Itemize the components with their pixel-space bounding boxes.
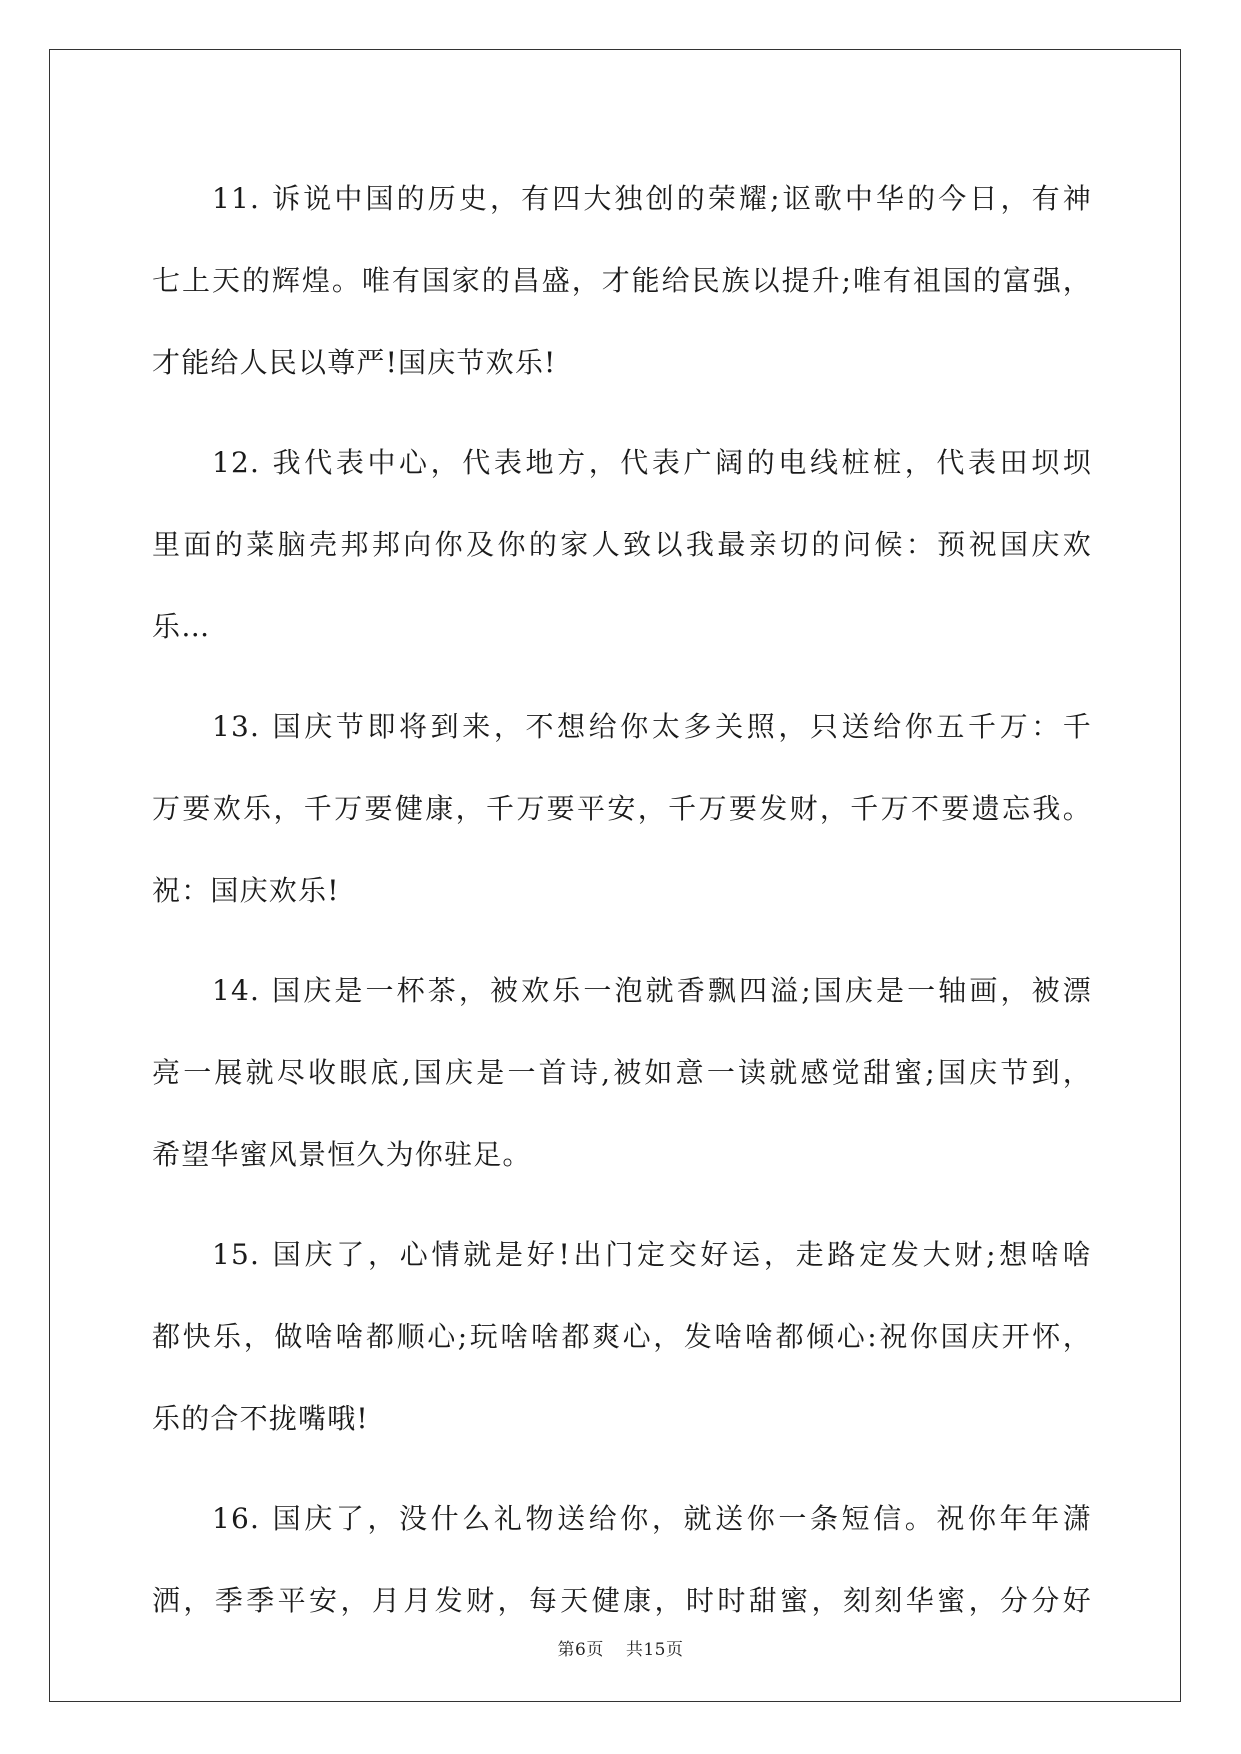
text-line: 14. 国庆是一杯茶，被欢乐一泡就香飘四溢;国庆是一轴画，被漂: [212, 974, 1092, 1007]
text-line: 15. 国庆了，心情就是好!出门定交好运，走路定发大财;想啥啥: [212, 1238, 1092, 1271]
text-line: 16. 国庆了，没什么礼物送给你，就送你一条短信。祝你年年潇: [212, 1502, 1092, 1535]
paragraph-12: [152, 422, 1092, 668]
paragraph-15: [152, 1214, 1092, 1460]
text-line: 乐…: [152, 610, 211, 643]
paragraph-16: [152, 1478, 1092, 1642]
text-line: 希望华蜜风景恒久为你驻足。: [152, 1138, 532, 1171]
text-line: 万要欢乐，千万要健康，千万要平安，千万要发财，千万不要遗忘我。: [152, 792, 1092, 825]
text-line: 12. 我代表中心，代表地方，代表广阔的电线桩桩，代表田坝坝: [212, 446, 1092, 479]
paragraph-11: [152, 158, 1092, 404]
text-line: 七上天的辉煌。唯有国家的昌盛，才能给民族以提升;唯有祖国的富强，: [152, 264, 1092, 297]
page-total: 共15页: [625, 1640, 684, 1660]
page-footer: [0, 1635, 1241, 1660]
text-line: 里面的菜脑壳邦邦向你及你的家人致以我最亲切的问候：预祝国庆欢: [152, 528, 1092, 561]
text-line: 亮一展就尽收眼底,国庆是一首诗,被如意一读就感觉甜蜜;国庆节到，: [152, 1056, 1092, 1089]
page-number: 第6页: [557, 1640, 604, 1660]
paragraph-14: [152, 950, 1092, 1196]
text-line: 才能给人民以尊严!国庆节欢乐!: [152, 346, 557, 379]
text-line: 11. 诉说中国的历史，有四大独创的荣耀;讴歌中华的今日，有神: [212, 182, 1092, 215]
text-line: 祝：国庆欢乐!: [152, 874, 340, 907]
paragraph-13: [152, 686, 1092, 932]
document-body: [152, 158, 1092, 1660]
text-line: 洒，季季平安，月月发财，每天健康，时时甜蜜，刻刻华蜜，分分好: [152, 1584, 1092, 1617]
text-line: 都快乐，做啥啥都顺心;玩啥啥都爽心，发啥啥都倾心:祝你国庆开怀，: [152, 1320, 1092, 1353]
text-line: 乐的合不拢嘴哦!: [152, 1402, 369, 1435]
text-line: 13. 国庆节即将到来，不想给你太多关照，只送给你五千万：千: [212, 710, 1092, 743]
